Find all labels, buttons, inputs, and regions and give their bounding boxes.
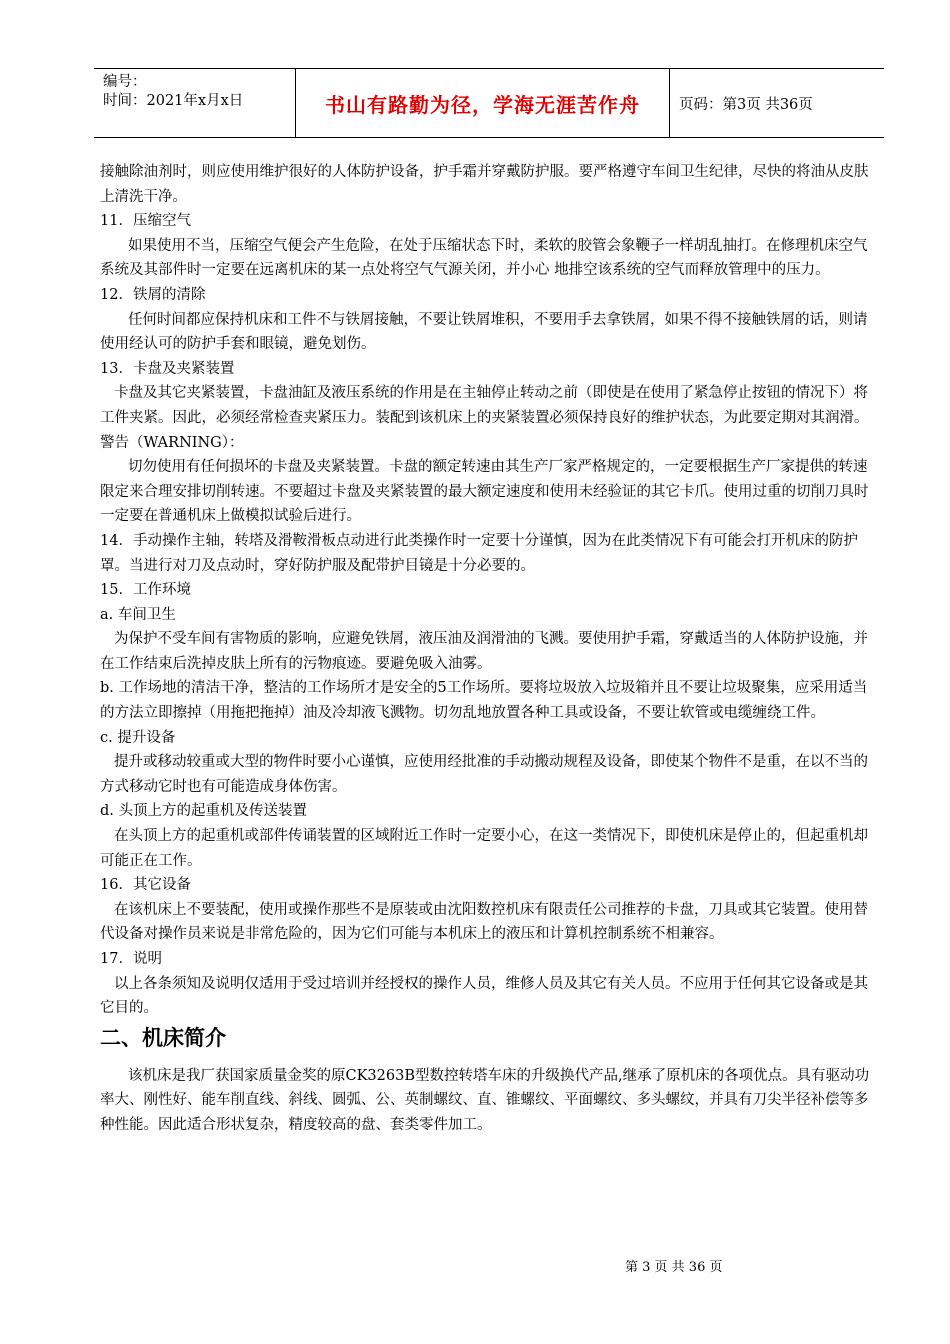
section-title: 二、机床简介 [100,1025,226,1050]
time-label: 时间：2021年x月x日 [103,93,244,109]
paragraph: 提升或移动较重或大型的物件时要小心谨慎，应使用经批准的手动搬动规程及设备，即使某个物件不是重，在以不当的方式移动它时也有可能造成身体伤害。 [100,754,868,795]
subheading: 11．压缩空气 [100,213,191,230]
paragraph: 任何时间都应保持机床和工件不与铁屑接触，不要让铁屑堆积，不要用手去拿铁屑，如果不得不接触铁屑的话，则请使用经认可的防护手套和眼镜，避免划伤。 [100,311,868,353]
paragraph: 如果使用不当，压缩空气便会产生危险，在处于压缩状态下时，柔软的胶管会象鞭子一样胡乱抽打。在修理机床空气系统及其部件时一定要在远离机床的某一点处将空气气源关闭，并小心 地排空该系统的空气而释放管理中的压力。 [100,237,868,279]
page-footer: 第 3 页 共 36 页 [625,1260,723,1275]
paragraph: 为保护不受车间有害物质的影响，应避免铁屑，液压油及润滑油的飞溅。要使用护手霜，穿戴适当的人体防护设施，并在工作结束后洗掉皮肤上所有的污物痕迹。要避免吸入油雾。 [100,631,868,672]
paragraph: 14．手动操作主轴，转塔及滑鞍滑板点动进行此类操作时一定要十分谨慎，因为在此类情况下有可能会打开机床的防护罩。当进行对刀及点动时，穿好防护服及配带护目镜是十分必要的。 [100,532,858,574]
paragraph: 切勿使用有任何损坏的卡盘及夹紧装置。卡盘的额定转速由其生产厂家严格规定的，一定要根据生产厂家提供的转速限定来合理安排切削转速。不要超过卡盘及夹紧装置的最大额定速度和使用未经验证的其它卡爪。使用过重的切削刀具时一定要在普通机床上做模拟试验后进行。 [100,459,869,525]
subheading: 12．铁屑的清除 [100,286,206,303]
subheading: 16．其它设备 [100,877,191,894]
subheading: 17．说明 [100,951,162,967]
subheading: 13．卡盘及夹紧装置 [100,360,235,377]
paragraph: 在头顶上方的起重机或部件传诵装置的区域附近工作时一定要小心，在这一类情况下，即使机床是停止的，但起重机却可能正在工作。 [100,828,868,869]
number-label: 编号： [103,74,147,90]
subheading: d. 头顶上方的起重机及传送装置 [100,803,307,820]
header-page-label: 页码：第3页 共36页 [679,96,813,113]
warning-label: 警告（WARNING）： [100,434,244,451]
paragraph: 在该机床上不要装配，使用或操作那些不是原装或由沈阳数控机床有限责任公司推荐的卡盘，刀具或其它装置。使用替代设备对操作员来说是非常危险的，因为它们可能与本机床上的液压和计算机控制系统不相兼容。 [100,901,868,943]
paragraph: 卡盘及其它夹紧装置，卡盘油缸及液压系统的作用是在主轴停止转动之前（即使是在使用了紧急停止按钮的情况下）将工件夹紧。因此，必须经常检查夹紧压力。装配到该机床上的夹紧装置必须保持良好的维护状态，为此要定期对其润滑。 [100,385,869,426]
paragraph: 以上各条须知及说明仅适用于受过培训并经授权的操作人员，维修人员及其它有关人员。不应用于任何其它设备或是其它目的。 [100,975,868,1017]
document-body [100,160,876,1138]
page-header [94,68,884,138]
subheading: c. 提升设备 [100,729,176,746]
header-motto: 书山有路勤为径，学海无涯苦作舟 [296,69,670,137]
paragraph: b. 工作场地的清洁干净，整洁的工作场所才是安全的5工作场所。要将垃圾放入垃圾箱并且不要让垃圾聚集，应采用适当的方法立即擦掉（用拖把拖掉）油及冷却液飞溅物。切勿乱地放置各种工具或设备，不要让软管或电缆缠绕工件。 [100,680,868,722]
header-meta [94,69,296,137]
subheading: 15．工作环境 [100,582,191,599]
intro-paragraph: 该机床是我厂获国家质量金奖的原CK3263B型数控转塔车床的升级换代产品,继承了原机床的各项优点。具有驱动功率大、刚性好、能车削直线、斜线、圆弧、公、英制螺纹、直、锥螺纹、平面螺纹、多头螺纹，并具有刀尖半径补偿等多种性能。因此适合形状复杂，精度较高的盘、套类零件加工。 [100,1067,870,1133]
subheading: a. 车间卫生 [100,606,176,623]
paragraph: 接触除油剂时，则应使用维护很好的人体防护设备，护手霜并穿戴防护服。要严格遵守车间卫生纪律，尽快的将油从皮肤上清洗干净。 [100,164,869,205]
